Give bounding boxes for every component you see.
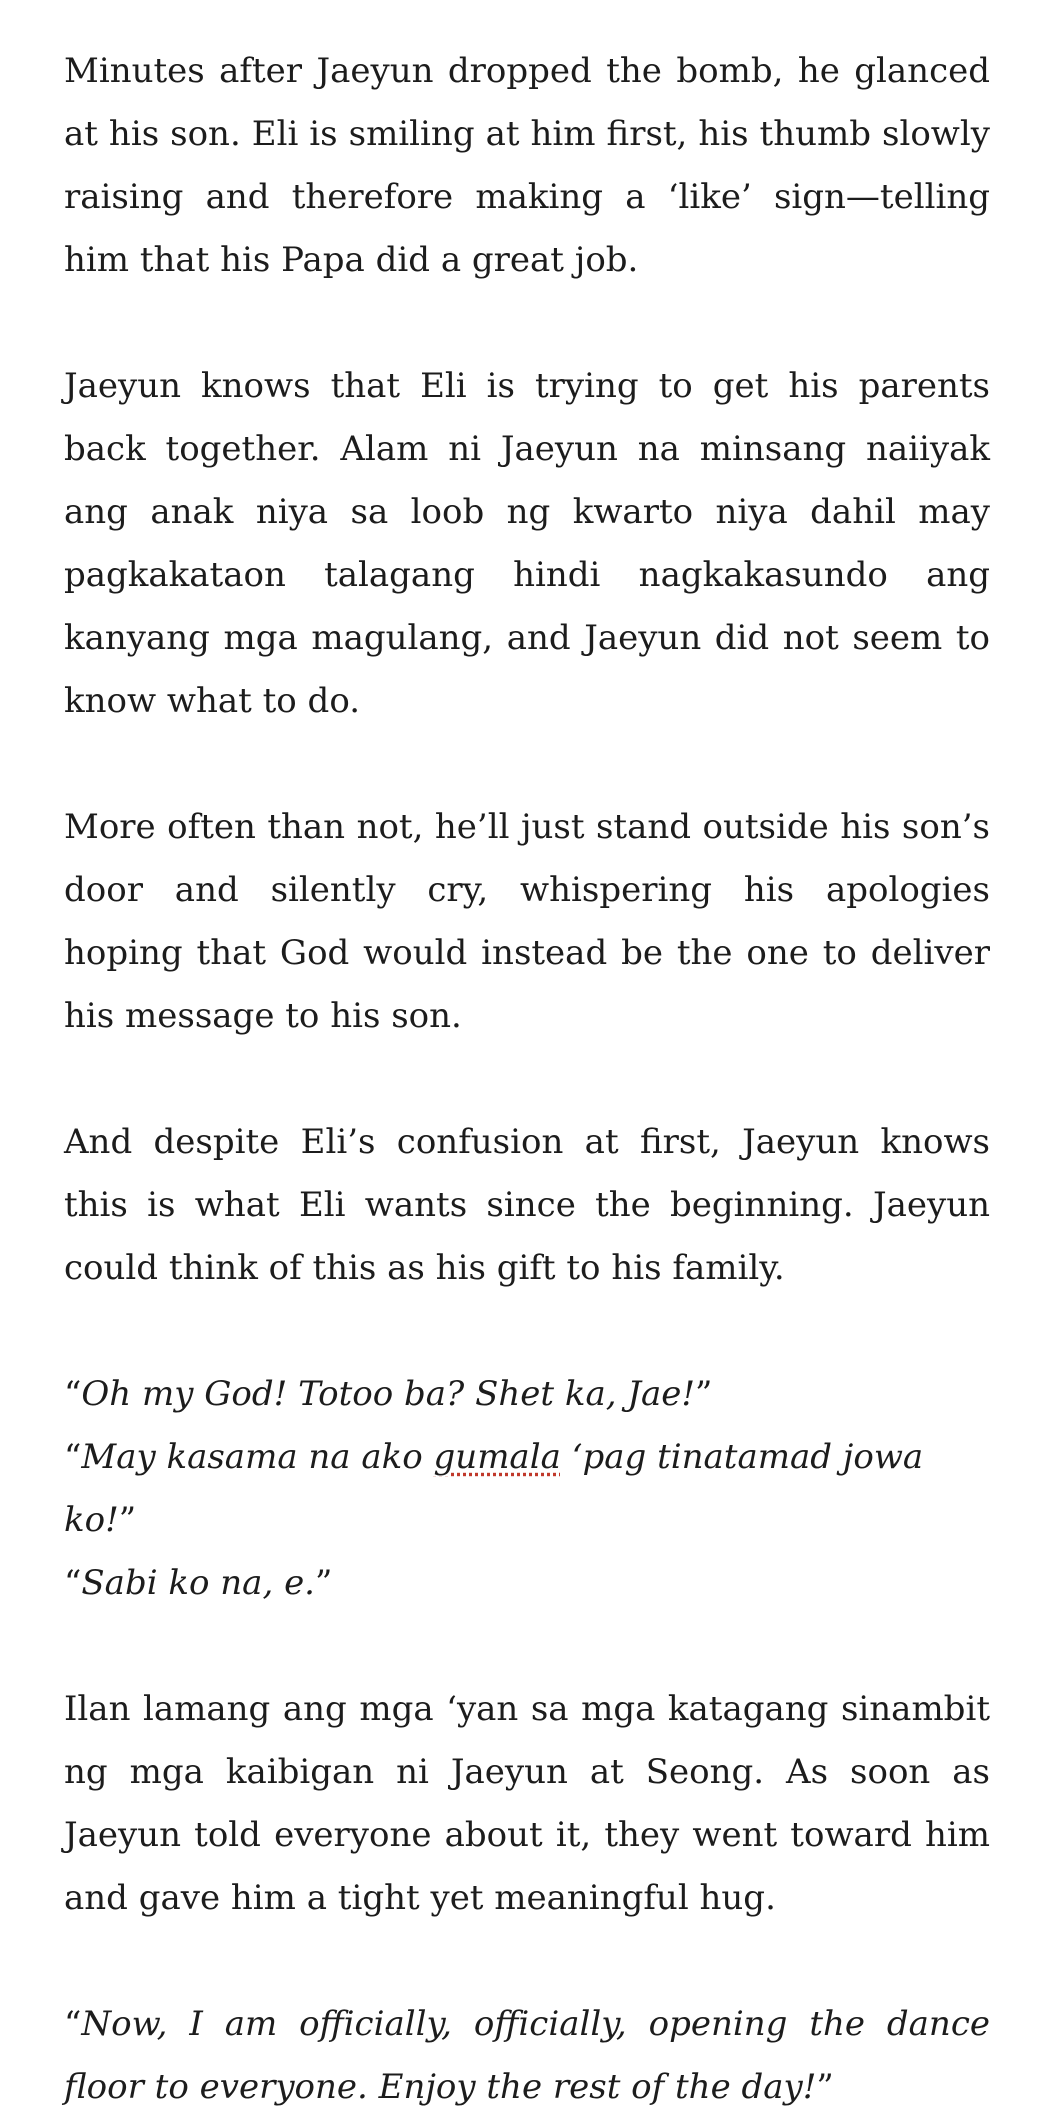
dialogue-block xyxy=(64,1363,990,1615)
paragraph-5: Ilan lamang ang mga ‘yan sa mga katagang sinambit ng mga kaibigan ni Jaeyun at Seong. As soon as Jaeyun told everyone about it, they went toward him and gave him a tight yet meaningful hug. xyxy=(64,1689,990,1918)
open-quote: “ xyxy=(64,1563,82,1603)
dialogue-text-2-start: May kasama na ako xyxy=(81,1437,434,1477)
close-quote: ” xyxy=(118,1500,137,1540)
open-quote: “ xyxy=(64,2004,82,2044)
dialogue-line-1 xyxy=(64,1363,990,1426)
dialogue-text-2-end: ‘pag tinatamad jowa ko! xyxy=(64,1437,924,1540)
dialogue-text-3: Sabi ko na, e. xyxy=(81,1563,315,1603)
final-dialogue xyxy=(64,1993,990,2119)
dialogue-line-3 xyxy=(64,1552,990,1615)
paragraph-1: Minutes after Jaeyun dropped the bomb, he glanced at his son. Eli is smiling at him first, his thumb slowly raising and therefore making a ‘like’ sign—telling him that his Papa did a great job. xyxy=(64,51,990,280)
dialogue-text-2 xyxy=(64,1437,923,1540)
close-quote: ” xyxy=(315,1563,333,1603)
close-quote: ” xyxy=(695,1374,713,1414)
spellcheck-marked-word[interactable]: gumala xyxy=(433,1437,561,1477)
paragraph-4: And despite Eli’s confusion at first, Jaeyun knows this is what Eli wants since the beginning. Jaeyun could think of this as his gift to his family. xyxy=(64,1122,990,1288)
dialogue-text-1: Oh my God! Totoo ba? Shet ka, Jae! xyxy=(81,1374,696,1414)
paragraph-3: More often than not, he’ll just stand outside his son’s door and silently cry, whispering his apologies hoping that God would instead be the one to deliver his message to his son. xyxy=(64,807,990,1036)
paragraph-2: Jaeyun knows that Eli is trying to get his parents back together. Alam ni Jaeyun na minsang naiiyak ang anak niya sa loob ng kwarto niya dahil may pagkakataon talagang hindi nagkakasundo ang kanyang mga magulang, and Jaeyun did not seem to know what to do. xyxy=(64,366,990,721)
open-quote: “ xyxy=(64,1437,82,1477)
final-dialogue-text: Now, I am officially, officially, opening the dance floor to everyone. Enjoy the rest of the day! xyxy=(64,2004,990,2107)
close-quote: ” xyxy=(816,2067,834,2107)
dialogue-line-2 xyxy=(64,1426,990,1552)
open-quote: “ xyxy=(64,1374,82,1414)
